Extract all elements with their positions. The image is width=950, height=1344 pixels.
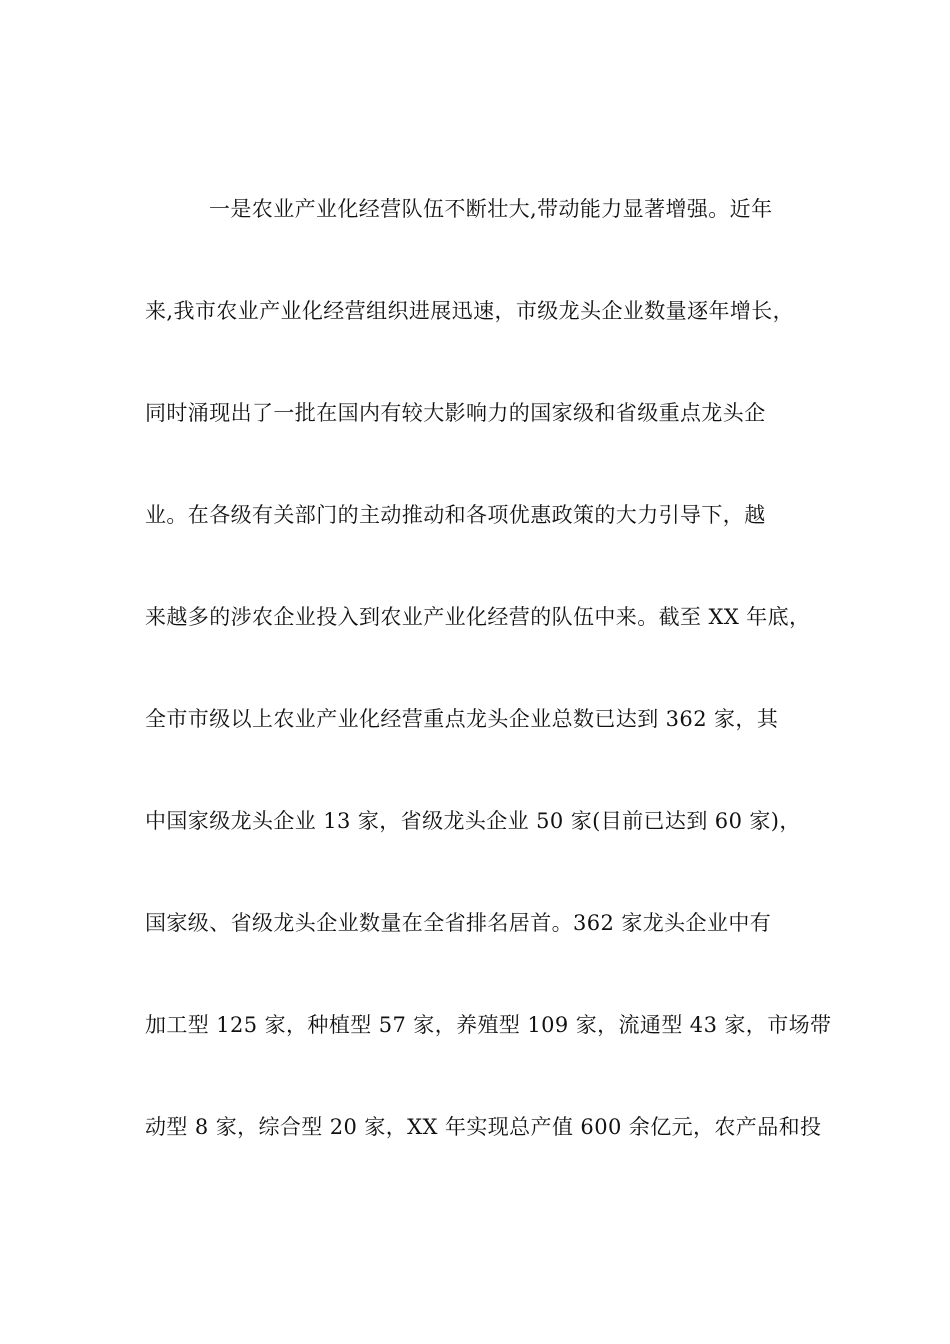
paragraph-line: 来,我市农业产业化经营组织进展迅速，市级龙头企业数量逐年增长， xyxy=(145,299,795,323)
paragraph-line: 加工型 125 家，种植型 57 家，养殖型 109 家，流通型 43 家，市场带 xyxy=(145,1013,832,1037)
paragraph-line: 动型 8 家，综合型 20 家，XX 年实现总产值 600 余亿元，农产品和投 xyxy=(145,1115,822,1139)
paragraph xyxy=(145,195,832,1215)
paragraph-line: 中国家级龙头企业 13 家，省级龙头企业 50 家(目前已达到 60 家)， xyxy=(145,809,801,833)
paragraph-line: 国家级、省级龙头企业数量在全省排名居首。362 家龙头企业中有 xyxy=(145,911,772,935)
paragraph-line: 业。在各级有关部门的主动推动和各项优惠政策的大力引导下，越 xyxy=(145,503,766,527)
paragraph-line: 同时涌现出了一批在国内有较大影响力的国家级和省级重点龙头企 xyxy=(145,401,766,425)
paragraph-line: 来越多的涉农企业投入到农业产业化经营的队伍中来。截至 XX 年底， xyxy=(145,605,811,629)
paragraph-line: 一是农业产业化经营队伍不断壮大,带动能力显著增强。近年 xyxy=(209,197,773,221)
paragraph-line: 全市市级以上农业产业化经营重点龙头企业总数已达到 362 家，其 xyxy=(145,707,779,731)
